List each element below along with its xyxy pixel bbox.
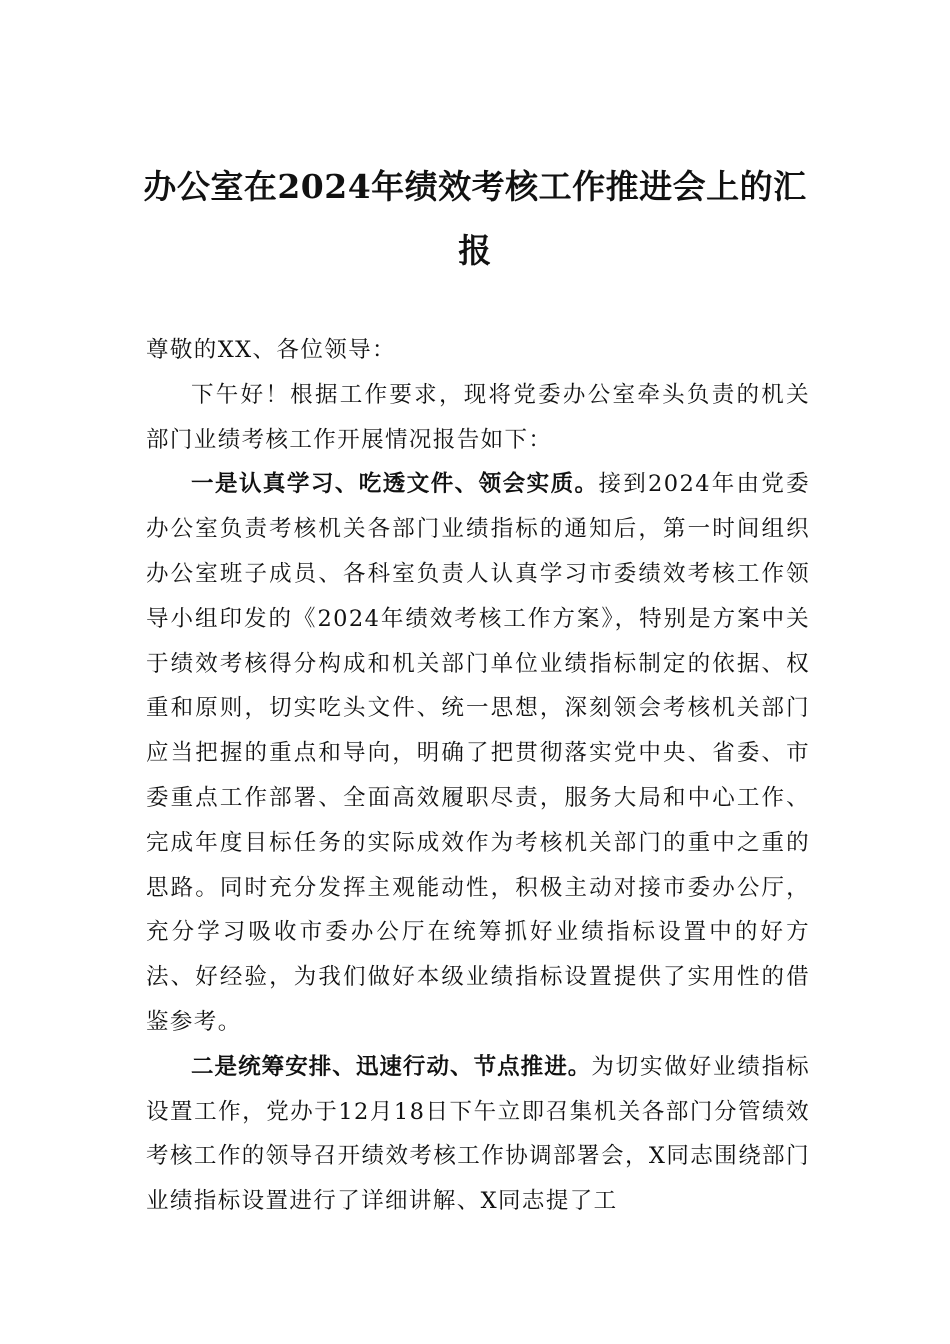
paragraph-heading: 二是统筹安排、迅速行动、节点推进。	[191, 1053, 592, 1080]
document-title: 办公室在2024年绩效考核工作推进会上的汇报	[143, 167, 807, 270]
paragraph-point-two	[146, 1045, 810, 1224]
paragraph-greeting	[146, 373, 810, 463]
paragraph-text: 接到2024年由党委办公室负责考核机关各部门业绩指标的通知后，第一时间组织办公室班子成员、各科室负责人认真学习市委绩效考核工作领导小组印发的《2024年绩效考核工作方案》，特别是方案中关于绩效考核得分构成和机关部门单位业绩指标制定的依据、权重和原则，切实吃头文件、统一思想，深刻领会考核机关部门应当把握的重点和导向，明确了把贯彻落实党中央、省委、市委重点工作部署、全面高效履职尽责，服务大局和中心工作、完成年度目标任务的实际成效作为考核机关部门的重中之重的思路。同时充分发挥主观能动性，积极主动对接市委办公厅，充分学习吸收市委办公厅在统筹抓好业绩指标设置中的好方法、好经验，为我们做好本级业绩指标设置提供了实用性的借鉴参考。	[146, 471, 811, 1035]
paragraph-text: 下午好！根据工作要求，现将党委办公室牵头负责的机关部门业绩考核工作开展情况报告如下：	[146, 381, 810, 453]
paragraph-heading: 一是认真学习、吃透文件、领会实质。	[191, 471, 599, 498]
salutation: 尊敬的XX、各位领导：	[146, 337, 396, 363]
document-body	[146, 328, 810, 1224]
paragraph-text: 为切实做好业绩指标设置工作，党办于12月18日下午立即召集机关各部门分管绩效考核工作的领导召开绩效考核工作协调部署会，X同志围绕部门业绩指标设置进行了详细讲解、X同志提了工	[146, 1053, 810, 1215]
paragraph-point-one	[146, 462, 810, 1044]
